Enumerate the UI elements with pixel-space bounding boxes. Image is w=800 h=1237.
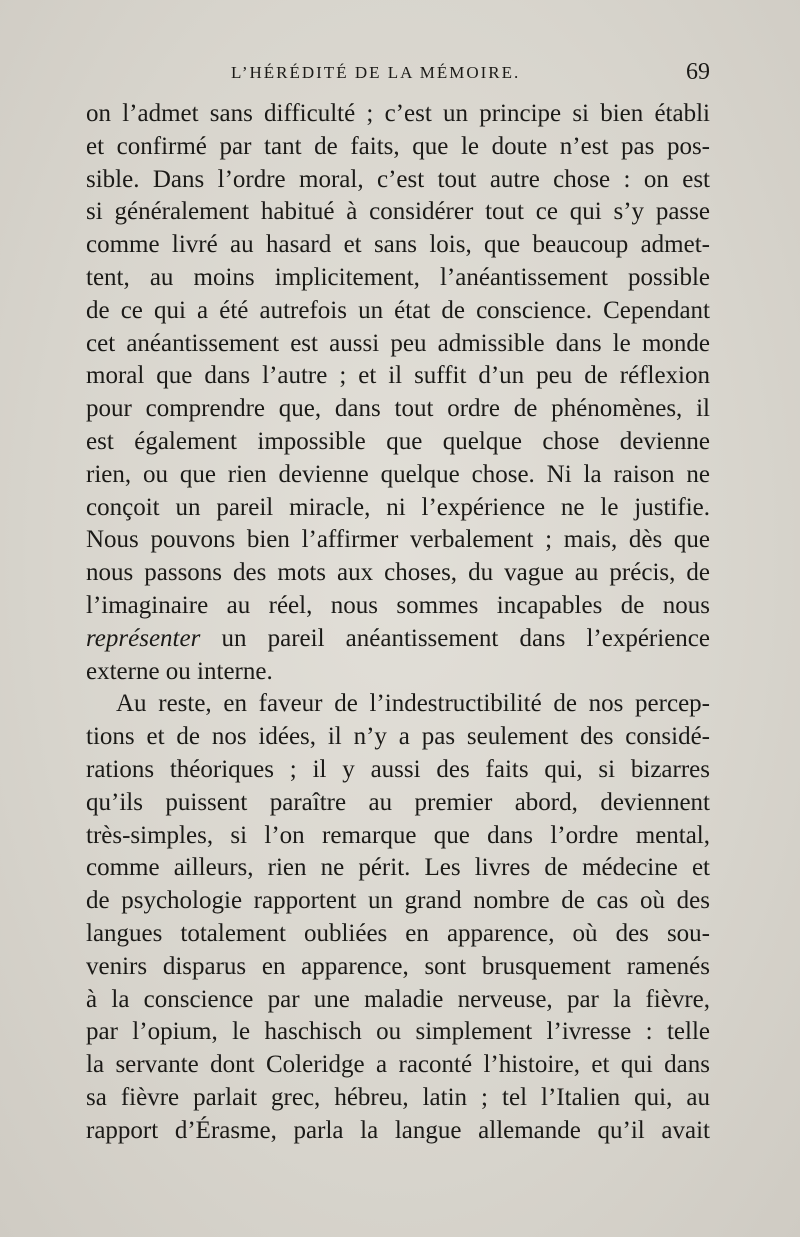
text-line: rations théoriques ; il y aussi des faits qui, si bizarres — [86, 755, 710, 783]
paragraph-1 — [86, 98, 710, 688]
text-line: de ce qui a été autrefois un état de conscience. Cependant — [86, 296, 710, 324]
text-line: et confirmé par tant de faits, que le doute n’est pas pos- — [86, 132, 710, 160]
text-line: moral que dans l’autre ; et il suffit d’un peu de réflexion — [86, 362, 710, 390]
text-line: à la conscience par une maladie nerveuse, par la fièvre, — [86, 985, 710, 1013]
text-line: l’imaginaire au réel, nous sommes incapables de nous — [86, 591, 710, 619]
text-line: nous passons des mots aux choses, du vague au précis, de — [86, 559, 710, 587]
paragraph-2 — [86, 688, 710, 1147]
text-line: comme ailleurs, rien ne périt. Les livres de médecine et — [86, 854, 710, 882]
text-line-with-italic — [86, 623, 710, 656]
italic-word: représenter — [86, 624, 201, 652]
body-text — [86, 98, 710, 1148]
text-line: par l’opium, le haschisch ou simplement l’ivresse : telle — [86, 1018, 710, 1046]
text-line: tent, au moins implicitement, l’anéantissement possible — [86, 263, 710, 291]
text-line: comme livré au hasard et sans lois, que beaucoup admet- — [86, 231, 710, 259]
text-line: cet anéantissement est aussi peu admissible dans le monde — [86, 329, 710, 357]
text-line: la servante dont Coleridge a raconté l’histoire, et qui dans — [86, 1051, 710, 1079]
text-line: rapport d’Érasme, parla la langue allemande qu’il avait — [86, 1116, 710, 1144]
text-line: de psychologie rapportent un grand nombre de cas où des — [86, 887, 710, 915]
page-number: 69 — [686, 59, 710, 85]
text-line: externe ou interne. — [86, 657, 273, 685]
text-line: sa fièvre parlait grec, hébreu, latin ; tel l’Italien qui, au — [86, 1083, 710, 1111]
text-line: sible. Dans l’ordre moral, c’est tout autre chose : on est — [86, 165, 710, 193]
text-line: très-simples, si l’on remarque que dans l’ordre mental, — [86, 821, 710, 849]
text-fragment: un pareil anéantissement dans l’expérience — [200, 624, 710, 652]
text-line: pour comprendre que, dans tout ordre de phénomènes, il — [86, 395, 710, 423]
text-line: langues totalement oubliées en apparence, où des sou- — [86, 919, 710, 947]
text-line: si généralement habitué à considérer tout ce qui s’y passe — [86, 198, 710, 226]
text-line: conçoit un pareil miracle, ni l’expérience ne le justifie. — [86, 493, 710, 521]
running-head — [86, 59, 710, 89]
text-line: venirs disparus en apparence, sont brusquement ramenés — [86, 952, 710, 980]
text-line: Au reste, en faveur de l’indestructibilité de nos percep- — [116, 690, 710, 718]
running-head-title: L’HÉRÉDITÉ DE LA MÉMOIRE. — [231, 63, 521, 82]
text-line: tions et de nos idées, il n’y a pas seulement des considé- — [86, 723, 710, 751]
text-line: est également impossible que quelque chose devienne — [86, 427, 710, 455]
text-line: Nous pouvons bien l’affirmer verbalement ; mais, dès que — [86, 526, 710, 554]
text-line: rien, ou que rien devienne quelque chose. Ni la raison ne — [86, 460, 710, 488]
text-line: qu’ils puissent paraître au premier abord, deviennent — [86, 788, 710, 816]
text-line: on l’admet sans difficulté ; c’est un principe si bien établi — [86, 100, 710, 127]
